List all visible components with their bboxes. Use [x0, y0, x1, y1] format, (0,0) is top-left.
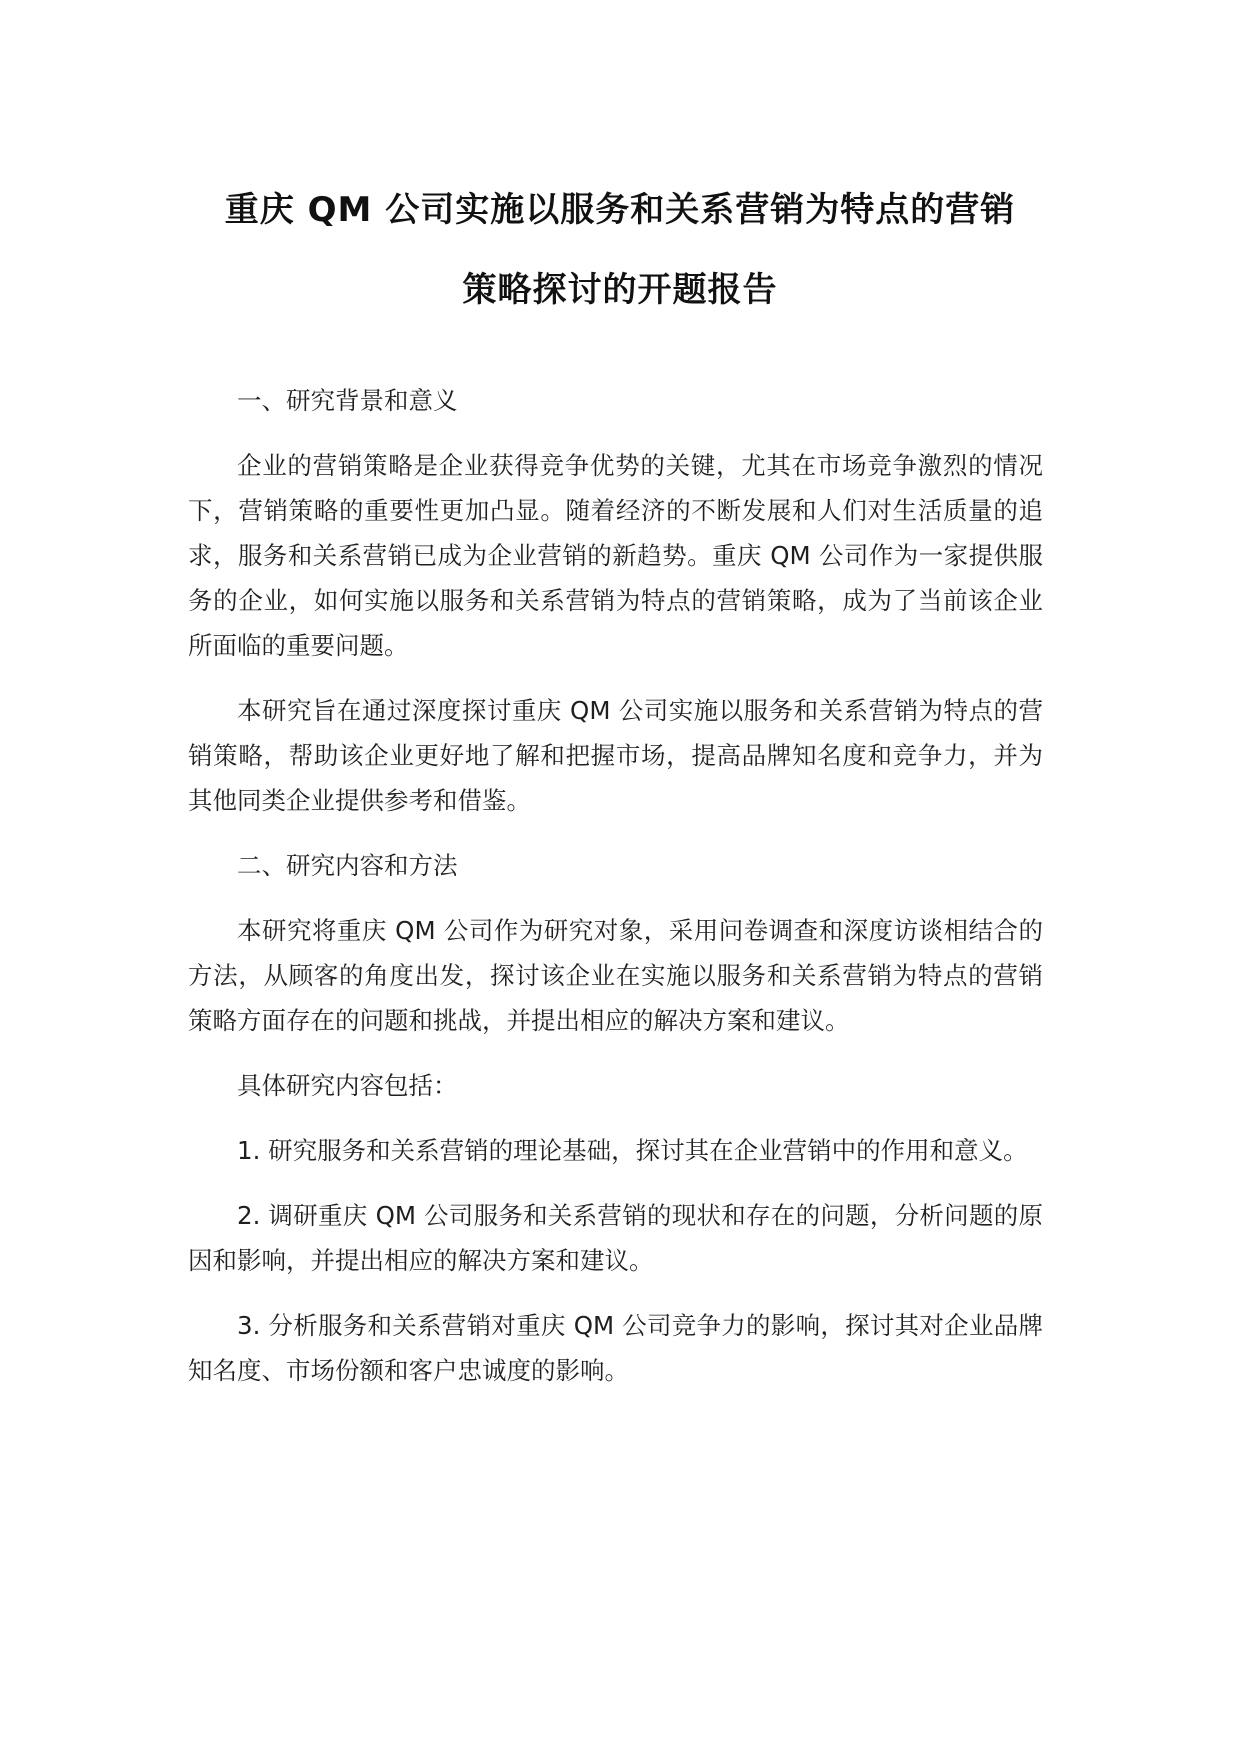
- list-item-1: 1. 研究服务和关系营销的理论基础，探讨其在企业营销中的作用和意义。: [237, 1136, 1028, 1165]
- list-item-3: 3. 分析服务和关系营销对重庆 QM 公司竞争力的影响，探讨其对企业品牌知名度、市场份额和客户忠诚度的影响。: [188, 1311, 1043, 1385]
- section-2-paragraph-2: 具体研究内容包括：: [237, 1071, 458, 1100]
- section-2-paragraph-1: 本研究将重庆 QM 公司作为研究对象，采用问卷调查和深度访谈相结合的方法，从顾客的角度出发，探讨该企业在实施以服务和关系营销为特点的营销策略方面存在的问题和挑战，并提出相应的解决方案和建议。: [188, 916, 1043, 1035]
- section-1-paragraph-2: 本研究旨在通过深度探讨重庆 QM 公司实施以服务和关系营销为特点的营销策略，帮助该企业更好地了解和把握市场，提高品牌知名度和竞争力，并为其他同类企业提供参考和借鉴。: [188, 696, 1043, 815]
- document-body: [188, 378, 1043, 1413]
- document-title-line-2: 策略探讨的开题报告: [462, 270, 778, 310]
- section-1-heading: 一、研究背景和意义: [237, 386, 458, 415]
- section-2-heading: 二、研究内容和方法: [237, 851, 458, 880]
- list-item-2: 2. 调研重庆 QM 公司服务和关系营销的现状和存在的问题，分析问题的原因和影响，并提出相应的解决方案和建议。: [188, 1201, 1043, 1275]
- document-title-line-1: 重庆 QM 公司实施以服务和关系营销为特点的营销: [224, 190, 1016, 230]
- section-1-paragraph-1: 企业的营销策略是企业获得竞争优势的关键，尤其在市场竞争激烈的情况下，营销策略的重要性更加凸显。随着经济的不断发展和人们对生活质量的追求，服务和关系营销已成为企业营销的新趋势。重庆 QM 公司作为一家提供服务的企业，如何实施以服务和关系营销为特点的营销策略，成为了当前该企业所面临的重要问题。: [188, 451, 1043, 660]
